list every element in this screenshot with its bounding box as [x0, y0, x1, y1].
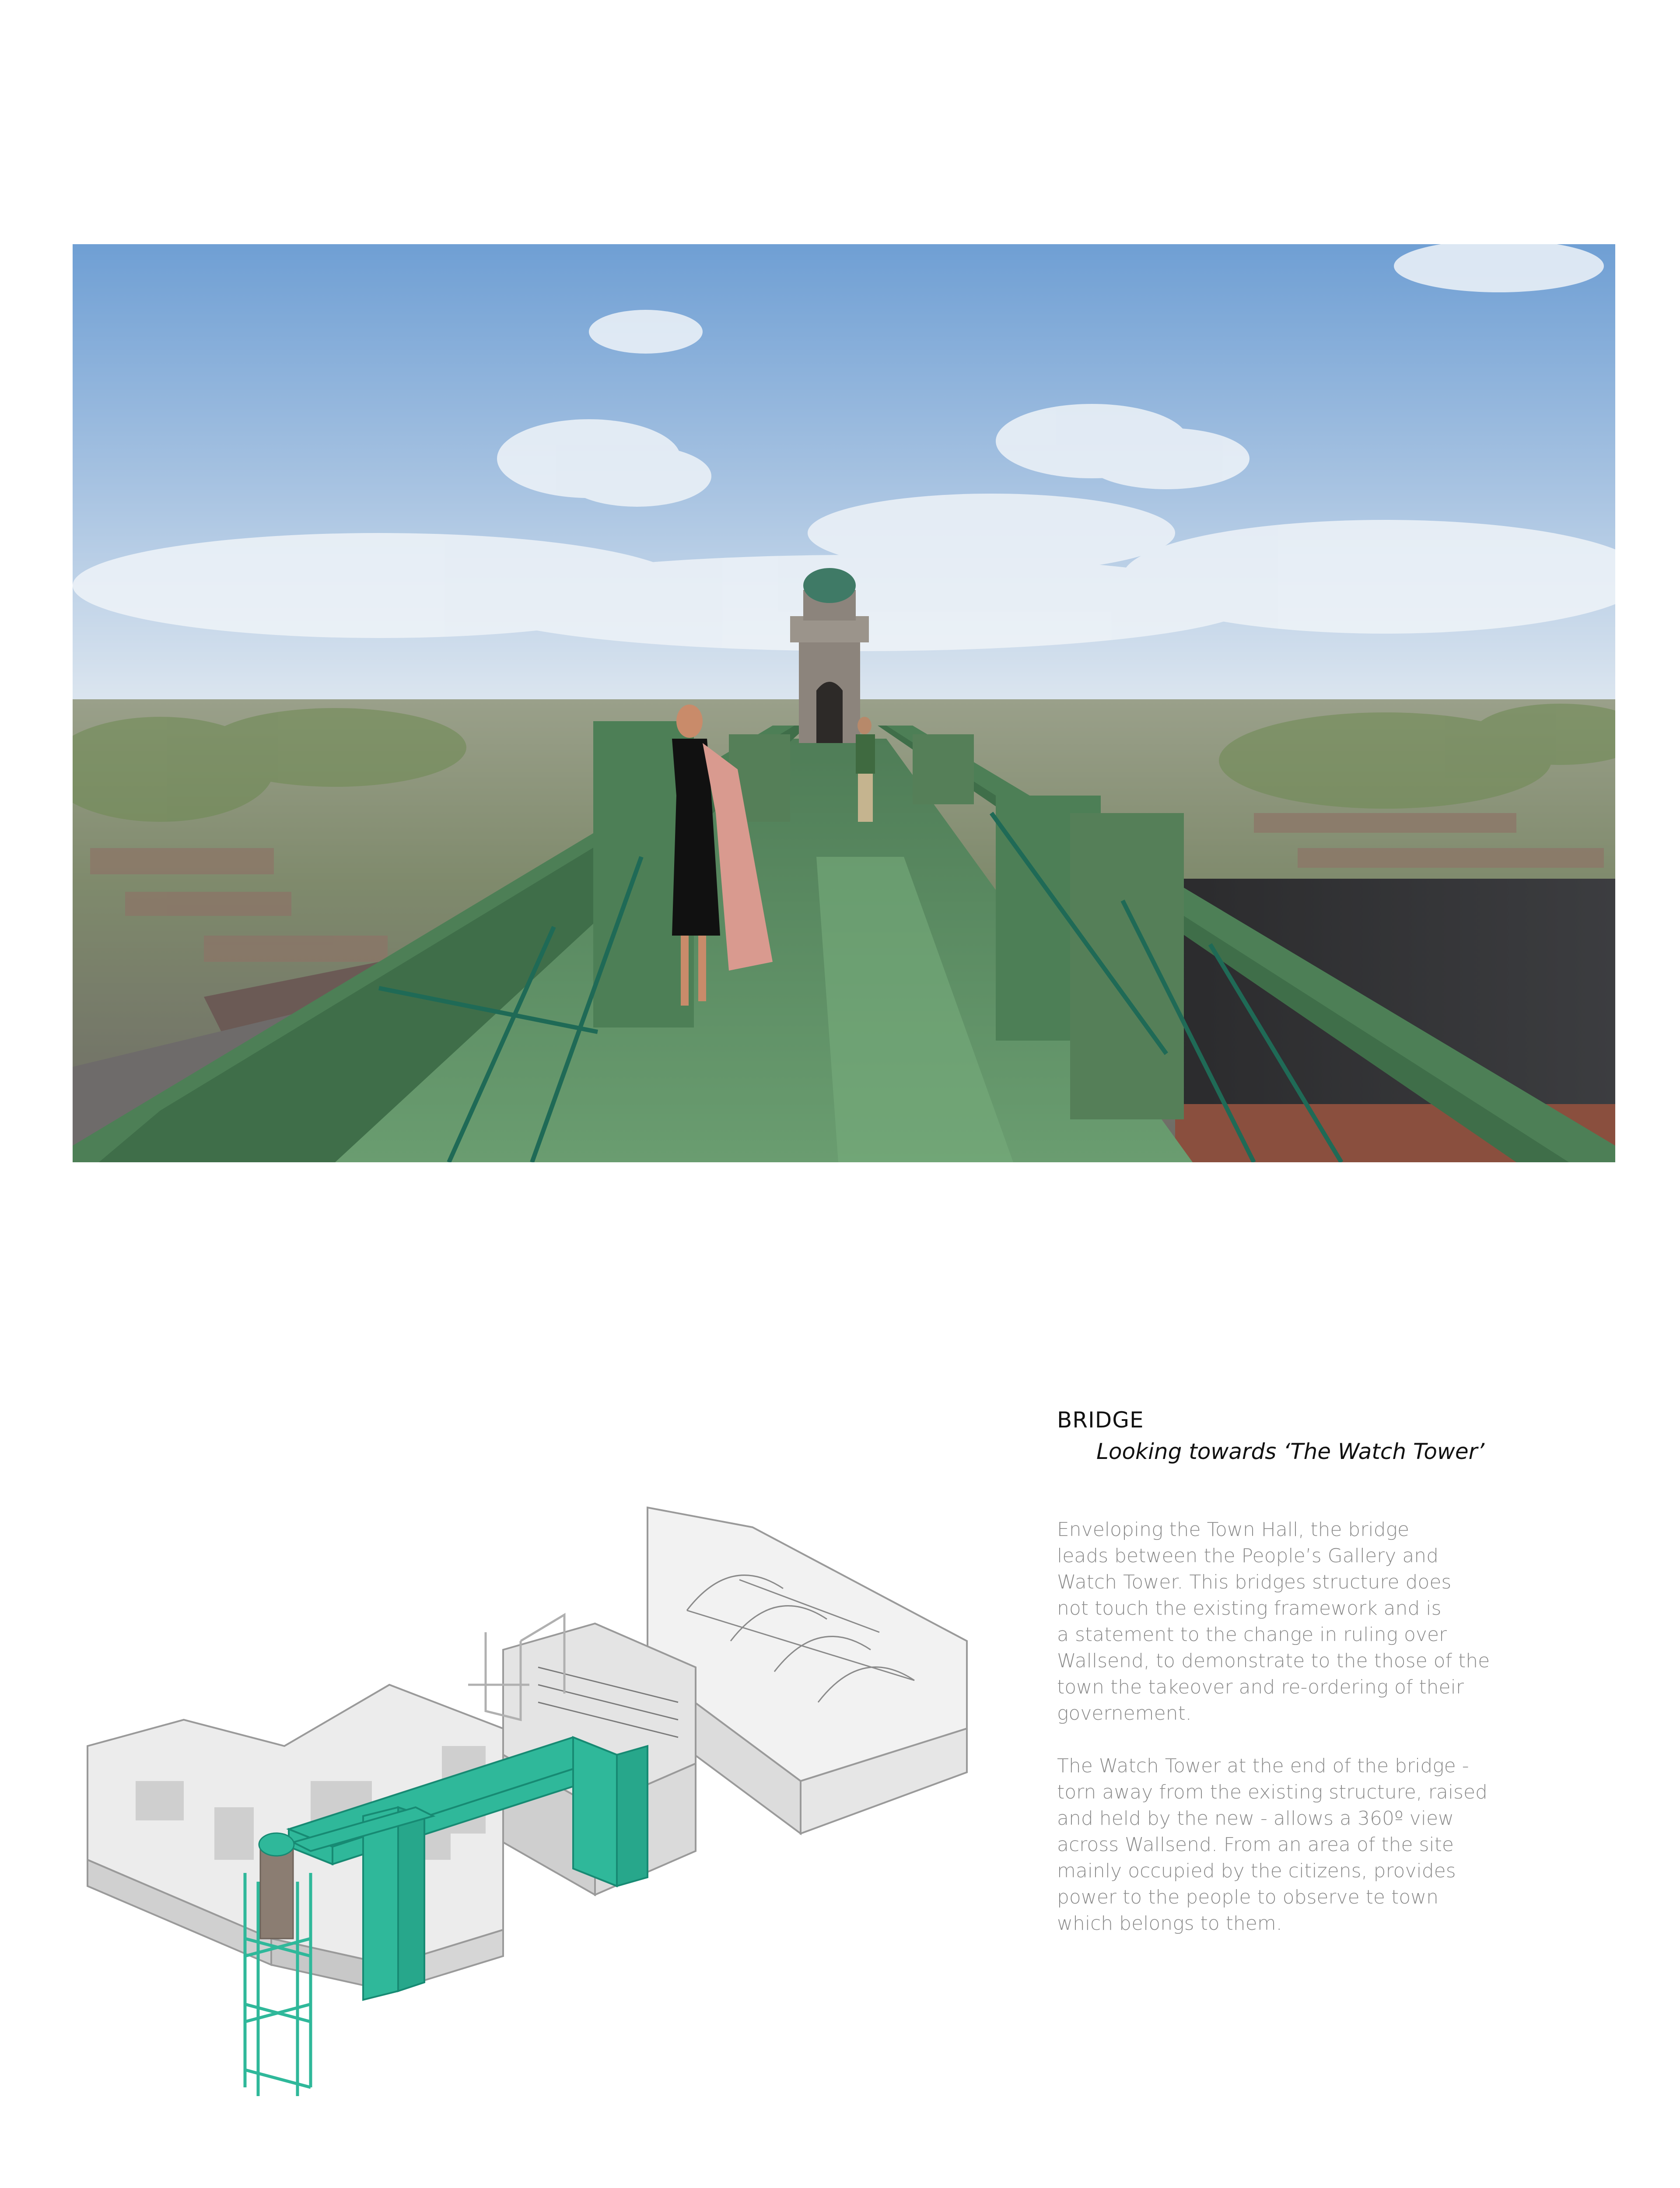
bridge-render-image — [73, 244, 1615, 1162]
description-column — [1057, 1407, 1538, 1937]
paragraph-line: Watch Tower. This bridges structure does — [1057, 1571, 1452, 1593]
paragraph-line: and held by the new - allows a 360º view — [1057, 1807, 1454, 1830]
paragraph-line: mainly occupied by the citizens, provides — [1057, 1860, 1456, 1882]
paragraph-line: Enveloping the Town Hall, the bridge — [1057, 1518, 1410, 1541]
paragraph-line: which belongs to them. — [1057, 1912, 1282, 1935]
paragraph-line: Wallsend, to demonstrate to the those of the — [1057, 1650, 1490, 1672]
paragraph-line: governement. — [1057, 1702, 1192, 1725]
paragraph-line: leads between the People’s Gallery and — [1057, 1545, 1439, 1567]
paragraph-line: a statement to the change in ruling over — [1057, 1623, 1447, 1646]
paragraph-watch-tower — [1057, 1753, 1538, 1937]
paragraph-line: not touch the existing framework and is — [1057, 1597, 1442, 1620]
section-subtitle: Looking towards ‘The Watch Tower’ — [1096, 1439, 1485, 1464]
paragraph-bridge — [1057, 1517, 1538, 1727]
isometric-section-drawing — [83, 1501, 993, 2105]
section-title: BRIDGE — [1057, 1407, 1144, 1433]
paragraph-line: torn away from the existing structure, raised — [1057, 1781, 1488, 1803]
paragraph-line: power to the people to observe te town — [1057, 1886, 1439, 1908]
paragraph-line: town the takeover and re-ordering of their — [1057, 1676, 1464, 1698]
paragraph-line: across Wallsend. From an area of the site — [1057, 1834, 1454, 1856]
paragraph-line: The Watch Tower at the end of the bridge - — [1057, 1755, 1469, 1777]
